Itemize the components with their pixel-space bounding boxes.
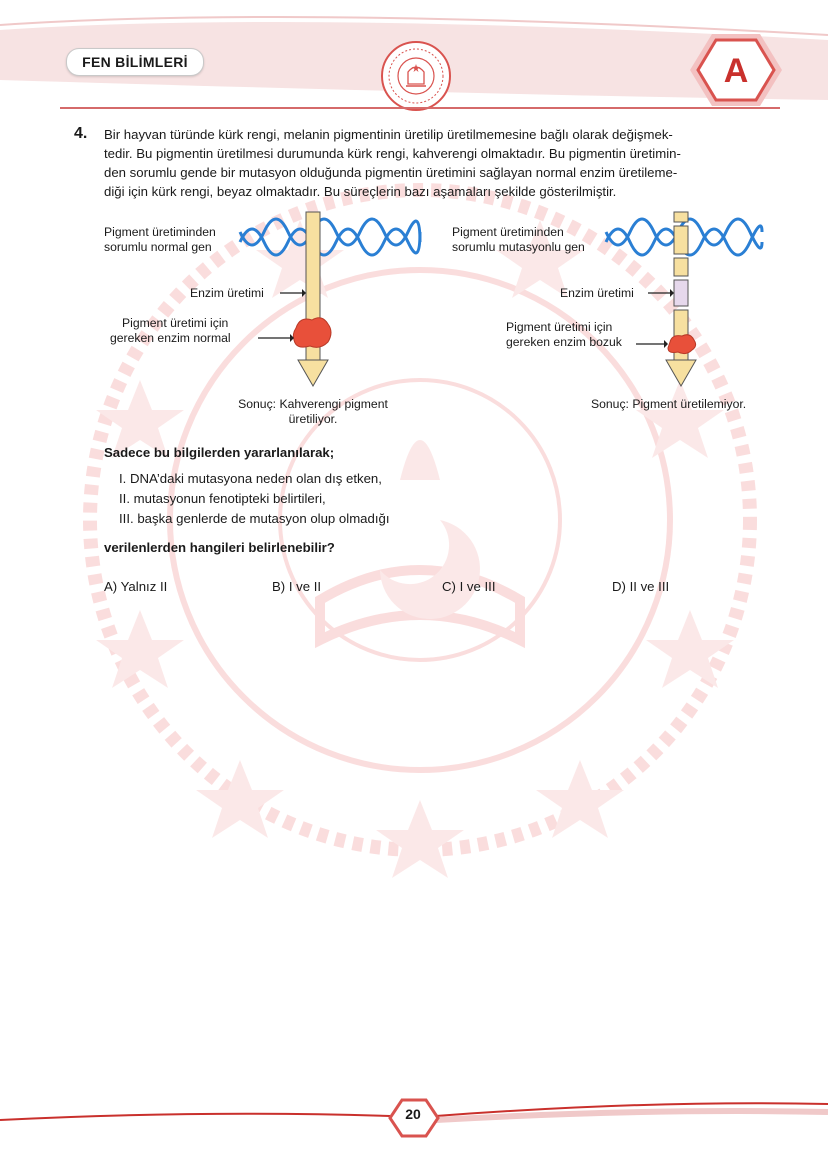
pathway-arrow-normal — [298, 212, 328, 386]
left-enzyme-label-line2: gereken enzim normal — [110, 331, 231, 345]
left-enzyme-label — [110, 316, 231, 346]
statement-list — [119, 469, 390, 529]
left-result-line2: üretiliyor. — [288, 412, 338, 426]
booklet-badge — [688, 30, 784, 110]
enzyme-faulty-shape — [668, 335, 696, 354]
option-d[interactable]: D) II ve III — [612, 579, 670, 594]
prompt-text: Sadece bu bilgilerden yararlanılarak; — [104, 445, 335, 460]
option-a[interactable]: A) Yalnız II — [104, 579, 168, 594]
right-result-label: Sonuç: Pigment üretilemiyor. — [591, 397, 747, 411]
left-gene-label-line1: Pigment üretiminden — [104, 225, 216, 239]
question-text — [104, 125, 764, 201]
right-enzyme-label-line1: Pigment üretimi için — [506, 320, 613, 334]
pathway-arrow-mutated — [666, 212, 696, 386]
question-line: diği için kürk rengi, beyaz olmaktadır. Bu süreçlerin bazı aşamaları şekilde gösterilmiştir. — [104, 184, 617, 199]
left-gene-label-line2: sorumlu normal gen — [104, 240, 212, 254]
question-stem: verilenlerden hangileri belirlenebilir? — [104, 540, 335, 555]
ministry-seal-logo — [380, 40, 452, 112]
right-gene-label-line2: sorumlu mutasyonlu gen — [452, 240, 585, 254]
left-result-line1: Sonuç: Kahverengi pigment — [238, 397, 388, 411]
subject-label: FEN BİLİMLERİ — [66, 48, 204, 76]
question-line: Bir hayvan türünde kürk rengi, melanin pigmentinin üretilip üretilmemesine bağlı olarak değişmek- — [104, 127, 673, 142]
left-result-label — [210, 397, 416, 427]
question-line: tedir. Bu pigmentin üretilmesi durumunda kürk rengi, kahverengi olmaktadır. Bu pigmentin üretimin- — [104, 146, 681, 161]
left-enzyme-production-label: Enzim üretimi — [190, 286, 264, 300]
left-enzyme-label-line1: Pigment üretimi için — [122, 316, 229, 330]
question-line: den sorumlu gende bir mutasyon olduğunda pigmentin üretimini sağlayan normal enzim üretileme- — [104, 165, 678, 180]
header-rule — [60, 107, 780, 109]
statement-item: II. mutasyonun fenotipteki belirtileri, — [119, 491, 326, 506]
right-gene-label-line1: Pigment üretiminden — [452, 225, 564, 239]
right-enzyme-label — [506, 320, 622, 350]
option-b[interactable]: B) I ve II — [272, 579, 322, 594]
right-enzyme-label-line2: gereken enzim bozuk — [506, 335, 622, 349]
booklet-letter: A — [723, 52, 749, 90]
dna-helix-normal — [240, 219, 420, 255]
question-number: 4. — [74, 125, 88, 142]
statement-item: I. DNA’daki mutasyona neden olan dış etken, — [119, 471, 382, 486]
statement-item: III. başka genlerde de mutasyon olup olmadığı — [119, 511, 390, 526]
page-number: 20 — [405, 1106, 421, 1122]
right-gene-label — [452, 225, 585, 255]
right-enzyme-production-label: Enzim üretimi — [560, 286, 634, 300]
left-gene-label — [104, 225, 216, 255]
option-c[interactable]: C) I ve III — [442, 579, 496, 594]
enzyme-normal-shape — [293, 318, 331, 348]
